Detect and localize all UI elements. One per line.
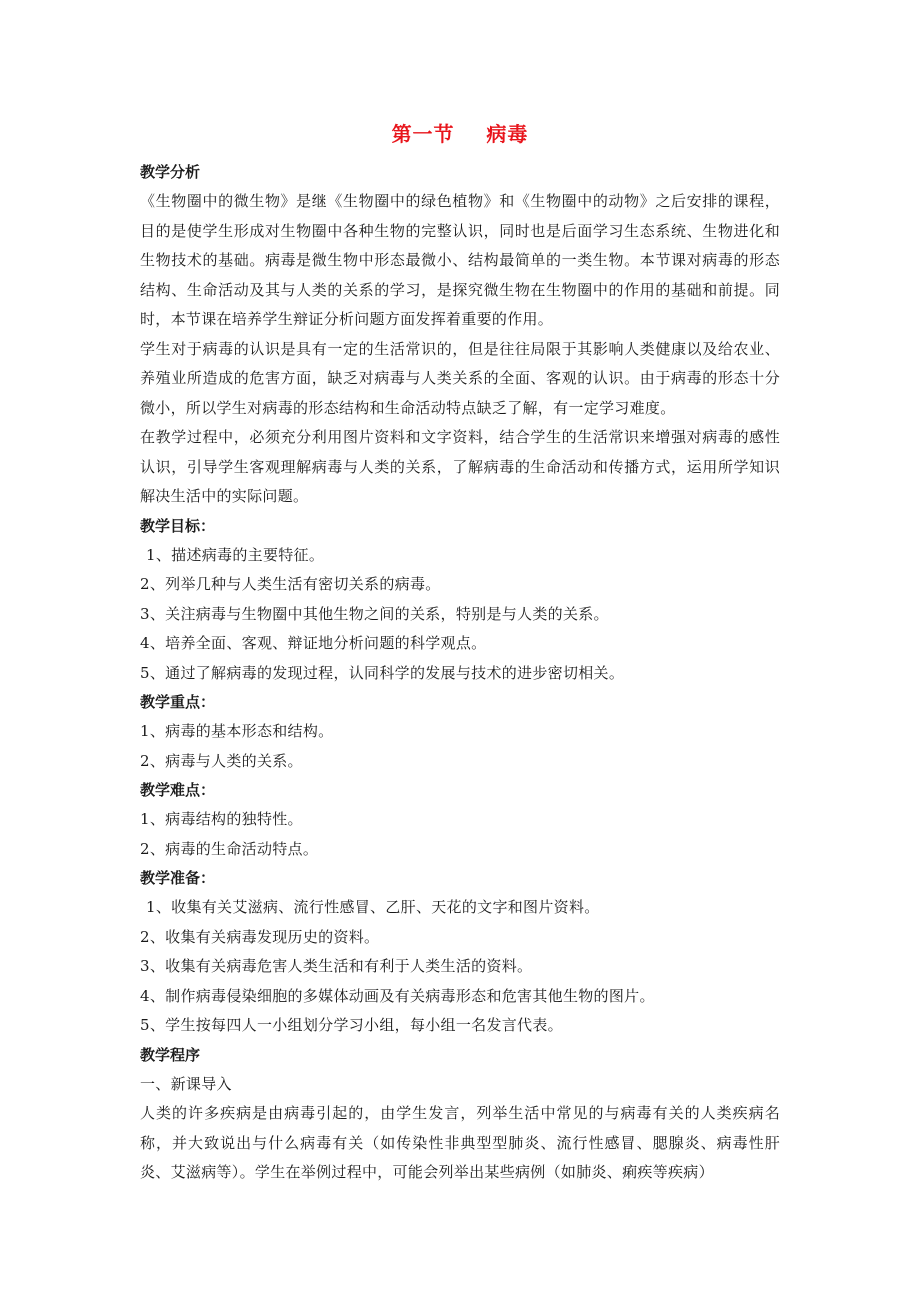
key-point-item-2: 2、病毒与人类的关系。 (140, 751, 303, 770)
difficulty-item-1: 1、病毒结构的独特性。 (140, 810, 303, 828)
key-point-item-1: 1、病毒的基本形态和结构。 (140, 722, 334, 740)
preparation-item-2: 2、收集有关病毒发现历史的资料。 (140, 927, 380, 946)
preparation-item-4: 4、制作病毒侵染细胞的多媒体动画及有关病毒形态和危害其他生物的图片。 (140, 986, 655, 1005)
preparation-item-5: 5、学生按每四人一小组划分学习小组，每小组一名发言代表。 (140, 1016, 563, 1034)
preparation-item-1: 1、收集有关艾滋病、流行性感冒、乙肝、天花的文字和图片资料。 (146, 898, 600, 916)
difficulty-item-2: 2、病毒的生命活动特点。 (140, 839, 319, 858)
key-points-heading: 教学重点： (140, 693, 216, 711)
preparation-item-3: 3、收集有关病毒危害人类生活和有利于人类生活的资料。 (140, 957, 533, 975)
analysis-paragraph-2: 学生对于病毒的认识是具有一定的生活常识的，但是往往局限于其影响人类健康以及给农业、养殖业所造成的危害方面，缺乏对病毒与人类关系的全面、客观的认识。由于病毒的形态十分微小，所以学生对病毒的形态结构和生命活动特点缺乏了解，有一定学习难度。 (140, 339, 780, 417)
analysis-heading: 教学分析 (140, 163, 201, 181)
document-page (140, 120, 780, 1188)
preparation-heading: 教学准备： (140, 869, 216, 887)
objective-item-3: 3、关注病毒与生物圈中其他生物之间的关系，特别是与人类的关系。 (140, 604, 609, 623)
page-title: 第一节 病毒 (391, 122, 529, 146)
objective-item-5: 5、通过了解病毒的发现过程，认同科学的发展与技术的进步密切相关。 (140, 663, 625, 682)
analysis-paragraph-3: 在教学过程中，必须充分利用图片资料和文字资料，结合学生的生活常识来增强对病毒的感性认识，引导学生客观理解病毒与人类的关系，了解病毒的生命活动和传播方式，运用所学知识解决生活中的实际问题。 (140, 428, 780, 505)
objective-item-1: 1、描述病毒的主要特征。 (146, 545, 325, 564)
analysis-paragraph-1: 《生物圈中的微生物》是继《生物圈中的绿色植物》和《生物圈中的动物》之后安排的课程，目的是使学生形成对生物圈中各种生物的完整认识，同时也是后面学习生态系统、生物进化和生物技术的基础。病毒是微生物中形态最微小、结构最简单的一类生物。本节课对病毒的形态结构、生命活动及其与人类的关系的学习，是探究微生物在生物圈中的作用的基础和前提。同时，本节课在培养学生辩证分析问题方面发挥着重要的作用。 (140, 192, 780, 328)
difficulties-heading: 教学难点： (140, 781, 216, 799)
objective-item-2: 2、列举几种与人类生活有密切关系的病毒。 (140, 575, 441, 593)
procedure-subheading: 一、新课导入 (140, 1074, 232, 1093)
procedure-heading: 教学程序 (140, 1045, 201, 1064)
objective-item-4: 4、培养全面、客观、辩证地分析问题的科学观点。 (140, 634, 487, 652)
procedure-paragraph: 人类的许多疾病是由病毒引起的，由学生发言，列举生活中常见的与病毒有关的人类疾病名称，并大致说出与什么病毒有关（如传染性非典型型肺炎、流行性感冒、腮腺炎、病毒性肝炎、艾滋病等）。学生在举例过程中，可能会列举出某些病例（如肺炎、痢疾等疾病） (140, 1104, 780, 1181)
objectives-heading: 教学目标： (140, 516, 216, 535)
